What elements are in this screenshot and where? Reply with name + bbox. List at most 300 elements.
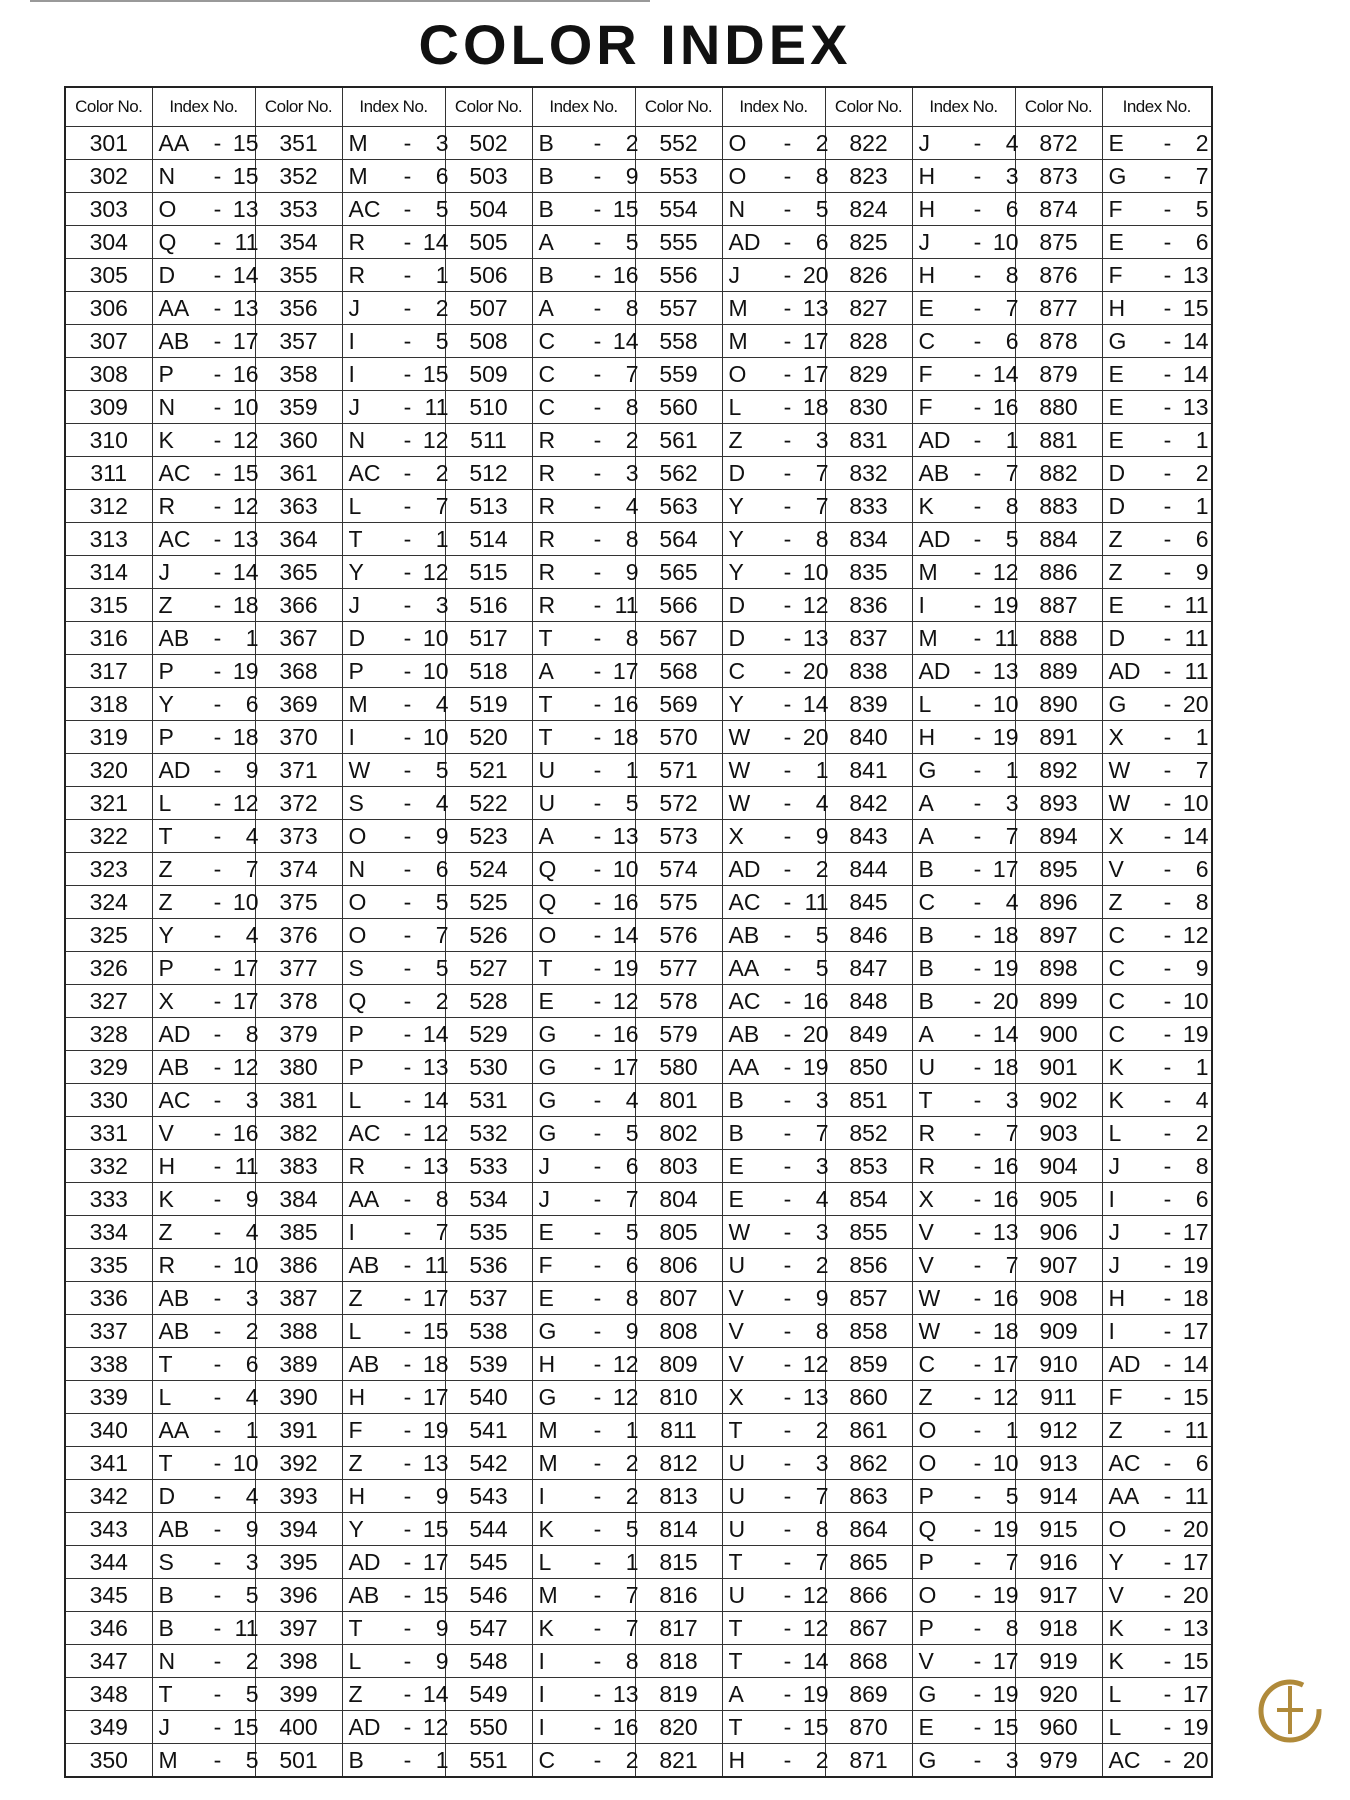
color-no-cell: 860 bbox=[825, 1381, 912, 1414]
index-dash: - bbox=[593, 1020, 602, 1047]
color-no-cell: 847 bbox=[825, 952, 912, 985]
color-no-cell: 336 bbox=[65, 1282, 152, 1315]
index-number: 20 bbox=[1182, 690, 1209, 717]
index-number: 4 bbox=[1005, 129, 1019, 156]
color-no-cell: 910 bbox=[1015, 1348, 1102, 1381]
index-letter: Z bbox=[158, 855, 173, 882]
index-letter: K bbox=[1108, 1647, 1124, 1674]
index-letter: L bbox=[348, 1647, 362, 1674]
index-letter: Z bbox=[348, 1284, 363, 1311]
index-dash: - bbox=[213, 1086, 222, 1113]
header-index-no: Index No. bbox=[722, 87, 825, 127]
index-number: 3 bbox=[815, 1086, 829, 1113]
index-dash: - bbox=[1163, 459, 1172, 486]
index-dash: - bbox=[973, 1185, 982, 1212]
index-letter: AB bbox=[158, 1515, 190, 1542]
index-dash: - bbox=[593, 822, 602, 849]
index-dash: - bbox=[593, 789, 602, 816]
table-row bbox=[65, 919, 1212, 952]
index-no-cell bbox=[342, 787, 449, 820]
index-dash: - bbox=[973, 1449, 982, 1476]
color-no-cell: 913 bbox=[1015, 1447, 1102, 1480]
index-no-cell bbox=[532, 655, 639, 688]
index-letter: U bbox=[728, 1449, 746, 1476]
index-letter: T bbox=[728, 1647, 743, 1674]
index-letter: H bbox=[918, 162, 936, 189]
color-no-cell: 349 bbox=[65, 1711, 152, 1744]
index-no-cell bbox=[532, 1348, 639, 1381]
color-no-cell: 884 bbox=[1015, 523, 1102, 556]
index-letter: S bbox=[158, 1548, 174, 1575]
index-dash: - bbox=[973, 1020, 982, 1047]
index-number: 13 bbox=[802, 294, 829, 321]
color-no-cell: 839 bbox=[825, 688, 912, 721]
index-dash: - bbox=[783, 1680, 792, 1707]
index-dash: - bbox=[973, 459, 982, 486]
header-index-no: Index No. bbox=[532, 87, 635, 127]
index-dash: - bbox=[783, 1614, 792, 1641]
index-no-cell bbox=[152, 259, 259, 292]
index-letter: B bbox=[918, 987, 934, 1014]
index-no-cell bbox=[722, 787, 829, 820]
index-number: 18 bbox=[992, 1053, 1019, 1080]
index-number: 3 bbox=[1005, 1746, 1019, 1773]
index-number: 19 bbox=[992, 723, 1019, 750]
index-number: 5 bbox=[435, 888, 449, 915]
color-no-cell: 373 bbox=[255, 820, 342, 853]
index-number: 9 bbox=[625, 558, 639, 585]
index-no-cell bbox=[1102, 721, 1212, 754]
index-letter: C bbox=[1108, 1020, 1126, 1047]
color-no-cell: 817 bbox=[635, 1612, 722, 1645]
index-no-cell bbox=[722, 1579, 829, 1612]
index-number: 9 bbox=[435, 1614, 449, 1641]
color-no-cell: 551 bbox=[445, 1744, 532, 1778]
index-letter: AC bbox=[158, 525, 191, 552]
index-dash: - bbox=[213, 459, 222, 486]
index-dash: - bbox=[403, 1350, 412, 1377]
color-no-cell: 328 bbox=[65, 1018, 152, 1051]
index-no-cell bbox=[722, 358, 829, 391]
index-dash: - bbox=[213, 1515, 222, 1542]
index-number: 13 bbox=[232, 294, 259, 321]
index-dash: - bbox=[403, 756, 412, 783]
index-dash: - bbox=[783, 1185, 792, 1212]
table-row bbox=[65, 754, 1212, 787]
index-number: 19 bbox=[992, 591, 1019, 618]
index-number: 3 bbox=[435, 129, 449, 156]
color-no-cell: 531 bbox=[445, 1084, 532, 1117]
index-letter: H bbox=[918, 261, 936, 288]
index-letter: I bbox=[1108, 1185, 1115, 1212]
index-dash: - bbox=[1163, 1449, 1172, 1476]
color-no-cell: 887 bbox=[1015, 589, 1102, 622]
index-dash: - bbox=[213, 162, 222, 189]
color-no-cell: 566 bbox=[635, 589, 722, 622]
index-no-cell bbox=[912, 1150, 1019, 1183]
index-number: 3 bbox=[815, 1449, 829, 1476]
color-no-cell: 540 bbox=[445, 1381, 532, 1414]
index-letter: P bbox=[918, 1614, 934, 1641]
index-dash: - bbox=[403, 1515, 412, 1542]
index-no-cell bbox=[722, 490, 829, 523]
index-no-cell bbox=[532, 853, 639, 886]
color-no-cell: 391 bbox=[255, 1414, 342, 1447]
color-no-cell: 558 bbox=[635, 325, 722, 358]
index-letter: M bbox=[538, 1449, 558, 1476]
index-no-cell bbox=[912, 1348, 1019, 1381]
index-dash: - bbox=[783, 1251, 792, 1278]
index-dash: - bbox=[403, 558, 412, 585]
index-letter: I bbox=[538, 1482, 545, 1509]
index-number: 1 bbox=[1005, 426, 1019, 453]
index-letter: P bbox=[158, 360, 174, 387]
index-letter: X bbox=[1108, 822, 1124, 849]
index-dash: - bbox=[213, 1185, 222, 1212]
index-letter: R bbox=[158, 492, 176, 519]
index-dash: - bbox=[973, 327, 982, 354]
index-letter: W bbox=[1108, 756, 1131, 783]
index-dash: - bbox=[593, 1482, 602, 1509]
index-dash: - bbox=[973, 393, 982, 420]
index-number: 8 bbox=[1005, 492, 1019, 519]
index-dash: - bbox=[783, 1746, 792, 1773]
index-letter: G bbox=[918, 1746, 937, 1773]
color-no-cell: 877 bbox=[1015, 292, 1102, 325]
index-letter: Z bbox=[348, 1680, 363, 1707]
color-no-cell: 827 bbox=[825, 292, 912, 325]
index-letter: J bbox=[348, 294, 360, 321]
index-dash: - bbox=[973, 987, 982, 1014]
color-no-cell: 547 bbox=[445, 1612, 532, 1645]
index-no-cell bbox=[912, 886, 1019, 919]
color-no-cell: 519 bbox=[445, 688, 532, 721]
table-row bbox=[65, 490, 1212, 523]
index-number: 10 bbox=[422, 624, 449, 651]
color-no-cell: 802 bbox=[635, 1117, 722, 1150]
index-dash: - bbox=[403, 987, 412, 1014]
index-no-cell bbox=[342, 919, 449, 952]
index-number: 1 bbox=[625, 756, 639, 783]
index-letter: B bbox=[918, 954, 934, 981]
index-number: 16 bbox=[612, 261, 639, 288]
index-letter: U bbox=[538, 756, 556, 783]
index-no-cell bbox=[912, 424, 1019, 457]
color-no-cell: 556 bbox=[635, 259, 722, 292]
index-dash: - bbox=[213, 987, 222, 1014]
index-dash: - bbox=[1163, 921, 1172, 948]
index-letter: O bbox=[918, 1449, 937, 1476]
index-no-cell bbox=[722, 853, 829, 886]
index-letter: B bbox=[728, 1119, 744, 1146]
index-dash: - bbox=[403, 822, 412, 849]
index-number: 14 bbox=[232, 261, 259, 288]
color-no-cell: 859 bbox=[825, 1348, 912, 1381]
index-number: 5 bbox=[815, 921, 829, 948]
color-no-cell: 541 bbox=[445, 1414, 532, 1447]
color-no-cell: 326 bbox=[65, 952, 152, 985]
color-no-cell: 834 bbox=[825, 523, 912, 556]
index-number: 8 bbox=[625, 1647, 639, 1674]
index-dash: - bbox=[783, 459, 792, 486]
color-no-cell: 879 bbox=[1015, 358, 1102, 391]
color-no-cell: 397 bbox=[255, 1612, 342, 1645]
index-no-cell bbox=[532, 292, 639, 325]
index-no-cell bbox=[532, 1315, 639, 1348]
index-no-cell bbox=[1102, 1579, 1212, 1612]
index-no-cell bbox=[912, 1447, 1019, 1480]
index-letter: T bbox=[538, 690, 553, 717]
index-number: 15 bbox=[232, 459, 259, 486]
index-letter: J bbox=[1108, 1218, 1120, 1245]
index-dash: - bbox=[403, 1680, 412, 1707]
index-no-cell bbox=[722, 1051, 829, 1084]
index-letter: D bbox=[728, 624, 746, 651]
color-no-cell: 576 bbox=[635, 919, 722, 952]
index-number: 15 bbox=[422, 1581, 449, 1608]
index-number: 3 bbox=[1005, 162, 1019, 189]
index-dash: - bbox=[1163, 1152, 1172, 1179]
index-number: 13 bbox=[1182, 393, 1209, 420]
index-letter: E bbox=[918, 294, 934, 321]
index-dash: - bbox=[1163, 822, 1172, 849]
index-number: 7 bbox=[815, 1482, 829, 1509]
index-letter: B bbox=[348, 1746, 364, 1773]
index-number: 14 bbox=[612, 921, 639, 948]
index-number: 8 bbox=[435, 1185, 449, 1212]
color-no-cell: 304 bbox=[65, 226, 152, 259]
index-number: 5 bbox=[1005, 1482, 1019, 1509]
index-letter: V bbox=[728, 1284, 744, 1311]
index-number: 4 bbox=[1195, 1086, 1209, 1113]
index-no-cell bbox=[1102, 886, 1212, 919]
index-letter: U bbox=[538, 789, 556, 816]
color-no-cell: 529 bbox=[445, 1018, 532, 1051]
index-dash: - bbox=[1163, 1053, 1172, 1080]
color-no-cell: 330 bbox=[65, 1084, 152, 1117]
index-dash: - bbox=[783, 228, 792, 255]
index-number: 14 bbox=[802, 690, 829, 717]
color-no-cell: 306 bbox=[65, 292, 152, 325]
color-no-cell: 806 bbox=[635, 1249, 722, 1282]
index-letter: V bbox=[158, 1119, 174, 1146]
index-dash: - bbox=[403, 261, 412, 288]
color-no-cell: 399 bbox=[255, 1678, 342, 1711]
index-number: 7 bbox=[435, 492, 449, 519]
color-no-cell: 345 bbox=[65, 1579, 152, 1612]
color-no-cell: 385 bbox=[255, 1216, 342, 1249]
index-dash: - bbox=[973, 1218, 982, 1245]
index-letter: J bbox=[728, 261, 740, 288]
index-no-cell bbox=[152, 952, 259, 985]
index-letter: Y bbox=[348, 558, 364, 585]
index-no-cell bbox=[152, 985, 259, 1018]
index-number: 14 bbox=[1182, 822, 1209, 849]
index-dash: - bbox=[593, 888, 602, 915]
index-dash: - bbox=[973, 1350, 982, 1377]
index-dash: - bbox=[973, 1119, 982, 1146]
index-number: 7 bbox=[815, 1548, 829, 1575]
color-no-cell: 871 bbox=[825, 1744, 912, 1778]
table-row bbox=[65, 1513, 1212, 1546]
index-letter: O bbox=[918, 1581, 937, 1608]
index-no-cell bbox=[152, 556, 259, 589]
index-number: 16 bbox=[612, 690, 639, 717]
table-row bbox=[65, 358, 1212, 391]
index-number: 17 bbox=[422, 1383, 449, 1410]
color-no-cell: 858 bbox=[825, 1315, 912, 1348]
index-no-cell bbox=[532, 523, 639, 556]
index-no-cell bbox=[152, 325, 259, 358]
index-no-cell bbox=[342, 556, 449, 589]
index-no-cell bbox=[1102, 193, 1212, 226]
index-letter: T bbox=[538, 954, 553, 981]
index-no-cell bbox=[152, 457, 259, 490]
index-dash: - bbox=[1163, 789, 1172, 816]
index-no-cell bbox=[532, 688, 639, 721]
index-number: 3 bbox=[815, 426, 829, 453]
color-no-cell: 331 bbox=[65, 1117, 152, 1150]
color-no-cell: 825 bbox=[825, 226, 912, 259]
index-number: 13 bbox=[232, 195, 259, 222]
index-letter: AC bbox=[158, 459, 191, 486]
index-number: 7 bbox=[625, 1581, 639, 1608]
index-no-cell bbox=[1102, 1414, 1212, 1447]
index-number: 15 bbox=[612, 195, 639, 222]
index-no-cell bbox=[152, 1018, 259, 1051]
index-no-cell bbox=[532, 1579, 639, 1612]
index-letter: Z bbox=[728, 426, 743, 453]
table-row bbox=[65, 1249, 1212, 1282]
index-no-cell bbox=[722, 655, 829, 688]
color-no-cell: 353 bbox=[255, 193, 342, 226]
index-dash: - bbox=[403, 1152, 412, 1179]
index-number: 8 bbox=[815, 525, 829, 552]
index-no-cell bbox=[912, 1513, 1019, 1546]
index-letter: J bbox=[538, 1152, 550, 1179]
color-no-cell: 853 bbox=[825, 1150, 912, 1183]
index-dash: - bbox=[783, 855, 792, 882]
color-no-cell: 807 bbox=[635, 1282, 722, 1315]
index-number: 18 bbox=[992, 1317, 1019, 1344]
index-dash: - bbox=[973, 1482, 982, 1509]
index-dash: - bbox=[783, 393, 792, 420]
index-number: 15 bbox=[992, 1713, 1019, 1740]
color-no-cell: 307 bbox=[65, 325, 152, 358]
index-number: 19 bbox=[422, 1416, 449, 1443]
index-number: 2 bbox=[815, 1416, 829, 1443]
table-row bbox=[65, 1414, 1212, 1447]
index-no-cell bbox=[342, 721, 449, 754]
table-row bbox=[65, 160, 1212, 193]
index-letter: P bbox=[918, 1548, 934, 1575]
index-letter: I bbox=[538, 1713, 545, 1740]
color-no-cell: 544 bbox=[445, 1513, 532, 1546]
color-no-cell: 525 bbox=[445, 886, 532, 919]
index-number: 8 bbox=[1005, 261, 1019, 288]
index-number: 14 bbox=[422, 228, 449, 255]
index-number: 10 bbox=[232, 1251, 259, 1278]
index-no-cell bbox=[722, 1381, 829, 1414]
index-no-cell bbox=[912, 1579, 1019, 1612]
index-letter: AB bbox=[158, 1053, 190, 1080]
index-letter: H bbox=[158, 1152, 176, 1179]
index-dash: - bbox=[973, 1251, 982, 1278]
index-letter: E bbox=[538, 1284, 554, 1311]
index-number: 4 bbox=[245, 822, 259, 849]
index-no-cell bbox=[722, 523, 829, 556]
index-number: 10 bbox=[992, 1449, 1019, 1476]
color-no-cell: 308 bbox=[65, 358, 152, 391]
color-no-cell: 918 bbox=[1015, 1612, 1102, 1645]
color-no-cell: 816 bbox=[635, 1579, 722, 1612]
color-no-cell: 319 bbox=[65, 721, 152, 754]
index-number: 16 bbox=[992, 1152, 1019, 1179]
index-number: 19 bbox=[992, 1680, 1019, 1707]
index-letter: P bbox=[348, 1053, 364, 1080]
index-no-cell bbox=[342, 457, 449, 490]
color-no-cell: 532 bbox=[445, 1117, 532, 1150]
color-no-cell: 324 bbox=[65, 886, 152, 919]
table-row bbox=[65, 1744, 1212, 1778]
index-number: 4 bbox=[245, 921, 259, 948]
index-no-cell bbox=[1102, 1282, 1212, 1315]
watermark-logo-icon bbox=[1255, 1676, 1325, 1746]
index-letter: D bbox=[1108, 624, 1126, 651]
index-no-cell bbox=[152, 589, 259, 622]
index-number: 10 bbox=[992, 228, 1019, 255]
color-no-cell: 865 bbox=[825, 1546, 912, 1579]
index-no-cell bbox=[1102, 1678, 1212, 1711]
index-no-cell bbox=[1102, 1150, 1212, 1183]
table-row bbox=[65, 1579, 1212, 1612]
index-letter: C bbox=[538, 360, 556, 387]
color-no-cell: 358 bbox=[255, 358, 342, 391]
index-dash: - bbox=[1163, 426, 1172, 453]
index-no-cell bbox=[342, 1150, 449, 1183]
index-number: 9 bbox=[435, 1647, 449, 1674]
index-no-cell bbox=[342, 886, 449, 919]
table-row bbox=[65, 424, 1212, 457]
index-number: 4 bbox=[1005, 888, 1019, 915]
index-dash: - bbox=[973, 525, 982, 552]
table-row bbox=[65, 226, 1212, 259]
index-letter: E bbox=[1108, 426, 1124, 453]
index-letter: Y bbox=[158, 921, 174, 948]
index-dash: - bbox=[403, 1185, 412, 1212]
color-no-cell: 303 bbox=[65, 193, 152, 226]
index-no-cell bbox=[1102, 853, 1212, 886]
index-letter: F bbox=[538, 1251, 553, 1278]
index-number: 2 bbox=[245, 1317, 259, 1344]
color-no-cell: 801 bbox=[635, 1084, 722, 1117]
table-row bbox=[65, 193, 1212, 226]
index-number: 8 bbox=[625, 1284, 639, 1311]
index-dash: - bbox=[593, 1548, 602, 1575]
index-letter: Q bbox=[538, 888, 557, 915]
index-dash: - bbox=[973, 723, 982, 750]
index-no-cell bbox=[1102, 1513, 1212, 1546]
index-letter: H bbox=[348, 1383, 366, 1410]
index-number: 17 bbox=[422, 1548, 449, 1575]
index-letter: G bbox=[538, 1020, 557, 1047]
index-dash: - bbox=[593, 1416, 602, 1443]
index-dash: - bbox=[1163, 558, 1172, 585]
index-letter: D bbox=[1108, 459, 1126, 486]
index-dash: - bbox=[1163, 294, 1172, 321]
color-no-cell: 387 bbox=[255, 1282, 342, 1315]
index-number: 15 bbox=[422, 360, 449, 387]
